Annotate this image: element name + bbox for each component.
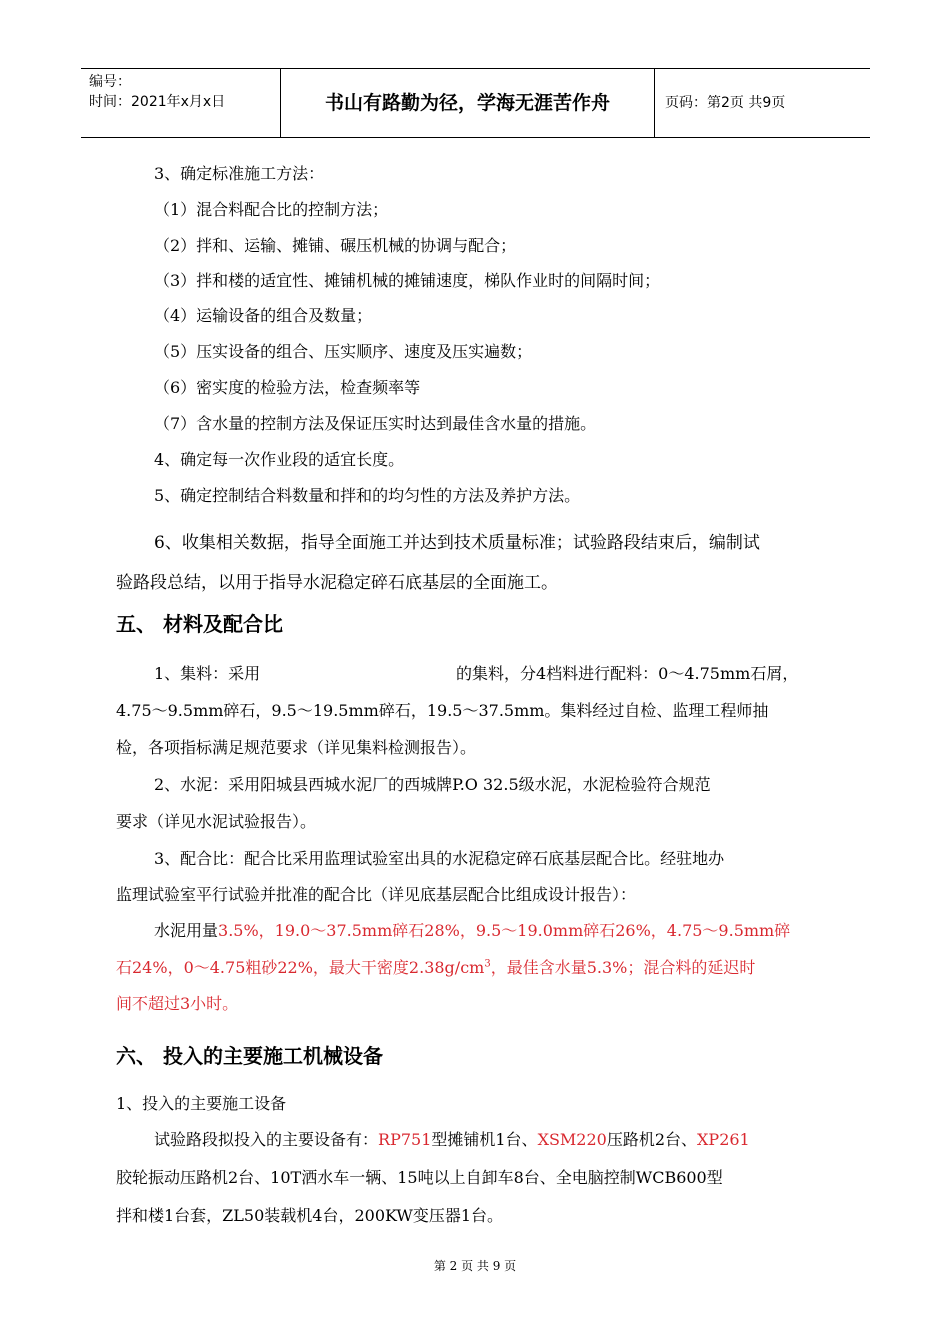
sub-item-4: （4）运输设备的组合及数量； — [154, 306, 373, 325]
mix-values-prefix: 水泥用量 — [154, 921, 219, 940]
equipment-line-1 — [154, 1130, 750, 1150]
sub-item-1: （1）混合料配合比的控制方法； — [154, 200, 389, 219]
mix-values-line-1 — [154, 921, 790, 941]
sub-item-5: （5）压实设备的组合、压实顺序、速度及压实遍数； — [154, 342, 533, 361]
tire-roller-model: XP261 — [697, 1130, 750, 1149]
mix-values-red-1: 3.5%，19.0～37.5mm碎石28%，9.5～19.0mm碎石26%，4.75～9.5mm碎 — [218, 921, 791, 940]
sub-item-2: （2）拌和、运输、摊铺、碾压机械的协调与配合； — [154, 236, 517, 255]
equipment-line-2: 胶轮振动压路机2台、10T洒水车一辆、15吨以上自卸车8台、全电脑控制WCB600型 — [116, 1168, 723, 1187]
aggregate-line-2: 4.75～9.5mm碎石，9.5～19.5mm碎石，19.5～37.5mm。集料经过自检、监理工程师抽 — [116, 701, 769, 720]
cubic-superscript: 3 — [484, 958, 491, 970]
mix-ratio-line-2: 监理试验室平行试验并批准的配合比（详见底基层配合比组成设计报告）： — [116, 885, 637, 904]
equipment-intro: 试验路段拟投入的主要设备有： — [154, 1130, 379, 1149]
aggregate-line-3: 检，各项指标满足规范要求（详见集料检测报告）。 — [116, 738, 477, 757]
header-page-number: 页码：第2页 共9页 — [665, 95, 786, 111]
header-left-cell — [81, 69, 281, 137]
section-5-heading: 五、 材料及配合比 — [116, 612, 283, 636]
date-line: 时间：2021年x月x日 — [89, 94, 226, 110]
equipment-subheading: 1、投入的主要施工设备 — [116, 1094, 287, 1113]
sub-item-6: （6）密实度的检验方法，检查频率等 — [154, 378, 421, 397]
paver-count: 型摊铺机1台、 — [431, 1130, 538, 1149]
item-6-line-2: 验路段总结，以用于指导水泥稳定碎石底基层的全面施工。 — [116, 573, 558, 593]
mix-values-line-2 — [116, 958, 755, 978]
item-5: 5、确定控制结合料数量和拌和的均匀性的方法及养护方法。 — [154, 486, 581, 505]
page-header — [81, 68, 870, 138]
aggregate-line-1b: 的集料，分4档料进行配料：0～4.75mm石屑， — [456, 664, 799, 683]
paver-model: RP751 — [378, 1130, 432, 1149]
mix-values-red-2b: ，最佳含水量5.3%；混合料的延迟时 — [490, 958, 756, 977]
mix-ratio-line-1: 3、配合比：配合比采用监理试验室出具的水泥稳定碎石底基层配合比。经驻地办 — [154, 849, 725, 868]
roller-count: 压路机2台、 — [606, 1130, 698, 1149]
sub-item-7: （7）含水量的控制方法及保证压实时达到最佳含水量的措施。 — [154, 414, 597, 433]
cement-line-2: 要求（详见水泥试验报告）。 — [116, 812, 317, 831]
mix-values-red-2a: 石24%，0～4.75粗砂22%，最大干密度2.38g/cm — [116, 958, 485, 977]
item-4: 4、确定每一次作业段的适宜长度。 — [154, 450, 405, 469]
roller-model: XSM220 — [537, 1130, 607, 1149]
section-6-heading: 六、 投入的主要施工机械设备 — [116, 1044, 383, 1068]
item-6-line-1: 6、收集相关数据，指导全面施工并达到技术质量标准；试验路段结束后，编制试 — [154, 533, 760, 553]
page-footer: 第 2 页 共 9 页 — [433, 1259, 517, 1273]
sub-item-3: （3）拌和楼的适宜性、摊铺机械的摊铺速度，梯队作业时的间隔时间； — [154, 271, 661, 290]
header-motto: 书山有路勤为径，学海无涯苦作舟 — [281, 69, 655, 137]
cement-line-1: 2、水泥：采用阳城县西城水泥厂的西城牌P.O 32.5级水泥，水泥检验符合规范 — [154, 775, 711, 794]
aggregate-line-1a: 1、集料：采用 — [154, 664, 261, 683]
serial-label: 编号： — [89, 74, 131, 90]
equipment-line-3: 拌和楼1台套，ZL50装载机4台，200KW变压器1台。 — [116, 1206, 504, 1225]
item-3: 3、确定标准施工方法： — [154, 164, 325, 183]
mix-values-line-3: 间不超过3小时。 — [116, 994, 239, 1013]
